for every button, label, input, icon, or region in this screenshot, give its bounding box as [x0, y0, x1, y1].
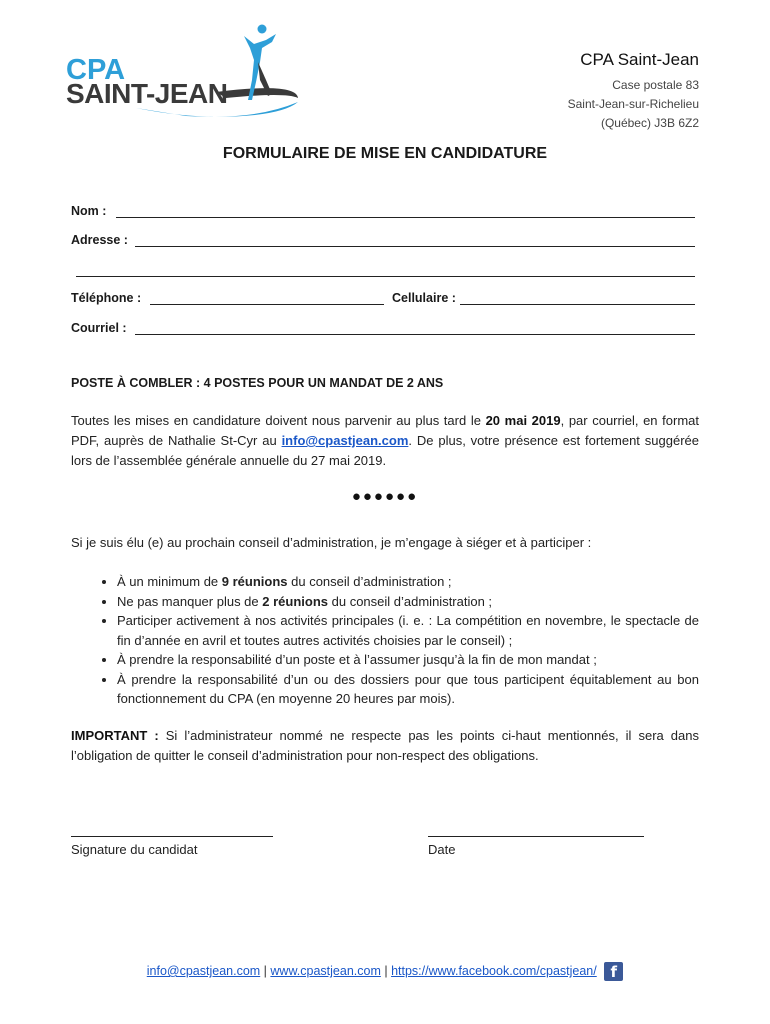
cellulaire-field[interactable] [460, 303, 695, 305]
logo-cpa-text: CPA [66, 54, 126, 86]
date-line[interactable] [428, 836, 644, 837]
footer-email-link[interactable]: info@cpastjean.com [146, 963, 261, 978]
footer-website-link[interactable]: www.cpastjean.com [270, 963, 381, 978]
logo-saint-jean-text: SAINT-JEAN [66, 78, 228, 109]
org-name: CPA Saint-Jean [580, 50, 699, 69]
adresse-field[interactable] [135, 245, 695, 247]
list-item: • Participer activement à nos activités principales (i. e. : La compétition en novembre, le spectacle de fin d’année en avril et toutes autres activités choisies par le conseil) ; [117, 611, 699, 650]
poste-heading: POSTE À COMBLER : 4 POSTES POUR UN MANDAT DE 2 ANS [71, 376, 444, 390]
courriel-field[interactable] [135, 333, 695, 335]
signature-line[interactable] [71, 836, 273, 837]
important-text: Si l’administrateur nommé ne respecte pas les points ci-haut mentionnés, il sera dans l’obligation de quitter le conseil d’administration pour non-respect des obligations. [71, 728, 699, 763]
intro-text: , par courriel, en format PDF, auprès de Nathalie St-Cyr au [71, 413, 699, 448]
date-label: Date [428, 842, 456, 857]
facebook-icon[interactable]: f [604, 962, 623, 981]
address-line: (Québec) J3B 6Z2 [600, 116, 699, 130]
engagement-list [71, 572, 699, 709]
intro-text: . De plus, votre présence est fortement suggérée lors de l’assemblée générale annuelle du 27 mai 2019. [71, 433, 699, 468]
address-line: Saint-Jean-sur-Richelieu [567, 97, 699, 111]
adresse-label: Adresse : [71, 233, 128, 247]
list-item: • À un minimum de 9 réunions du conseil d’administration ; [117, 572, 699, 592]
deadline-date: 20 mai 2019 [485, 413, 561, 428]
org-address-block [568, 50, 699, 133]
important-notice [71, 726, 699, 766]
telephone-label: Téléphone : [71, 291, 142, 305]
telephone-field[interactable] [150, 303, 384, 305]
intro-text: Toutes les mises en candidature doivent nous parvenir au plus tard le [71, 413, 486, 428]
nom-label: Nom : [71, 204, 107, 218]
intro-paragraph [71, 411, 699, 471]
cellulaire-label: Cellulaire : [392, 291, 456, 305]
nom-field[interactable] [116, 216, 695, 218]
list-item: • À prendre la responsabilité d’un poste et à l’assumer jusqu’à la fin de mon mandat ; [117, 650, 699, 670]
important-label: IMPORTANT : [71, 728, 159, 743]
courriel-label: Courriel : [71, 321, 127, 335]
footer-separator: | [260, 963, 271, 978]
list-item: • Ne pas manquer plus de 2 réunions du conseil d’administration ; [117, 592, 699, 612]
separator-dots: ●●●●●● [351, 488, 419, 505]
address-line: Case postale 83 [612, 78, 699, 92]
page-title: FORMULAIRE DE MISE EN CANDIDATURE [222, 145, 548, 162]
email-link[interactable]: info@cpastjean.com [281, 433, 409, 448]
footer-separator: | [380, 963, 392, 978]
list-item: • À prendre la responsabilité d’un ou des dossiers pour que tous participent équitablement au bon fonctionnement du CPA (en moyenne 20 heures par mois). [117, 670, 699, 709]
signature-label: Signature du candidat [71, 842, 198, 857]
adresse-field-line2[interactable] [76, 275, 695, 277]
footer [0, 962, 770, 981]
engagement-text: Si je suis élu (e) au prochain conseil d’administration, je m’engage à siéger et à participer : [71, 535, 592, 550]
footer-facebook-link[interactable]: https://www.facebook.com/cpastjean/ [391, 963, 597, 978]
